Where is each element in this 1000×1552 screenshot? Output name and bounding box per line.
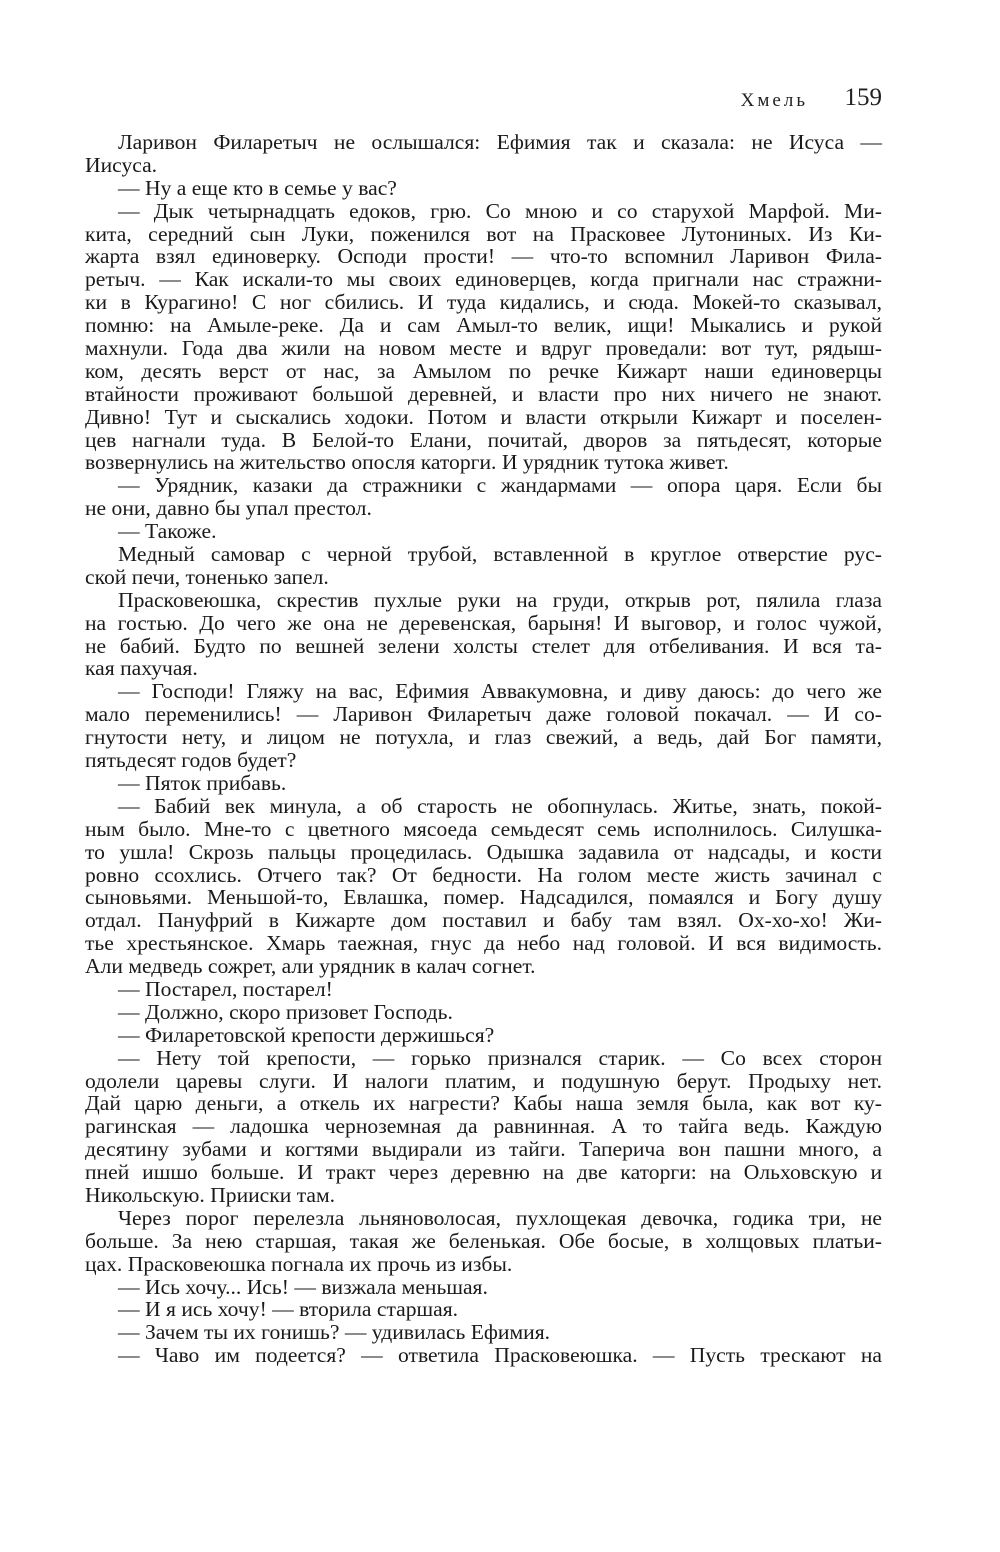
- text-line: — И я ись хочу! — вторила старшая.: [118, 1297, 459, 1322]
- text-line: возвернулись на жительство опосля каторги. И урядник тутока живет.: [85, 450, 729, 475]
- text-line: тье хрестьянское. Хмарь таежная, гнус да небо над головой. И вся видимость.: [85, 931, 882, 956]
- text-line: гнутости нету, и лицом не потухла, и глаз свежий, а ведь, дай Бог памяти,: [85, 725, 882, 750]
- text-line: Ларивон Филаретыч не ослышался: Ефимия так и сказала: не Исуса —: [118, 130, 882, 154]
- text-line: Медный самовар с черной трубой, вставленной в круглое отверстие рус-: [118, 542, 882, 567]
- text-line: — Должно, скоро призовет Господь.: [118, 999, 453, 1024]
- text-line: ретыч. — Как искали-то мы своих единоверцев, когда пригнали нас стражни-: [85, 267, 882, 292]
- text-line: сыновьями. Меньшой-то, Евлашка, помер. Надсадился, помаялся и Богу душу: [85, 885, 882, 910]
- body-text: [85, 131, 882, 1367]
- text-line: Али медведь сожрет, али урядник в калач согнет.: [85, 954, 536, 979]
- text-line: цев нагнали туда. В Белой-то Елани, почитай, дворов за пятьдесят, которые: [85, 427, 882, 452]
- text-line: отдал. Пануфрий в Кижарте дом поставил и бабу там взял. Ох-хо-хо! Жи-: [85, 908, 882, 933]
- running-title: Хмель: [740, 90, 808, 111]
- text-line: Дивно! Тут и сыскались ходоки. Потом и власти открыли Кижарт и поселен-: [85, 404, 882, 429]
- text-line: ным было. Мне-то с цветного мясоеда семьдесят семь исполнилось. Силушка-: [85, 816, 882, 841]
- text-line: — Зачем ты их гонишь? — удивилась Ефимия.: [118, 1320, 551, 1345]
- text-line: — Чаво им подеется? — ответила Прасковеюшка. — Пусть трескают на: [118, 1343, 882, 1368]
- text-line: ровно ссохлись. Отчего так? От бедности. На голом месте жисть зачинал с: [85, 862, 882, 887]
- text-line: — Ись хочу... Ись! — визжала меньшая.: [118, 1274, 488, 1299]
- text-line: пней ишшо больше. И тракт через деревню на две каторги: на Ольховскую и: [85, 1160, 882, 1185]
- text-line: — Урядник, казаки да стражники с жандармами — опора царя. Если бы: [118, 473, 882, 498]
- text-line: на гостью. До чего же она не деревенская, барыня! И выговор, и голос чужой,: [85, 610, 882, 635]
- text-line: больше. За нею старшая, такая же беленькая. Обе босые, в холщовых платьи-: [85, 1228, 882, 1253]
- page-header: [0, 84, 1000, 114]
- text-line: ки в Курагино! С ног сбились. И туда кидались, и сюда. Мокей-то сказывал,: [85, 290, 882, 315]
- text-line: — Господи! Гляжу на вас, Ефимия Аввакумовна, и диву даюсь: до чего же: [118, 679, 882, 704]
- text-line: жарта взял единоверку. Осподи прости! — что-то вспомнил Ларивон Фила-: [85, 244, 882, 269]
- text-line: помню: на Амыле-реке. Да и сам Амыл-то велик, ищи! Мыкались и рукой: [85, 313, 882, 338]
- text-line: кая пахучая.: [85, 656, 198, 681]
- text-line: цах. Прасковеюшка погнала их прочь из избы.: [85, 1251, 513, 1276]
- text-line: махнули. Года два жили на новом месте и вдруг проведали: вот тут, рядыш-: [85, 336, 882, 361]
- text-line: — Филаретовской крепости держишься?: [118, 1022, 495, 1047]
- text-line: — Постарел, постарел!: [118, 976, 333, 1001]
- page-number: 159: [844, 84, 882, 111]
- text-line: — Ну а еще кто в семье у вас?: [118, 175, 397, 200]
- text-line: Иисуса.: [85, 152, 158, 177]
- text-line: Прасковеюшка, скрестив пухлые руки на груди, открыв рот, пялила глаза: [118, 587, 882, 612]
- text-line: — Такоже.: [118, 519, 217, 544]
- text-line: пятьдесят годов будет?: [85, 748, 297, 773]
- text-line: Дай царю деньги, а откель их нагрести? Кабы наша земля была, как вот ку-: [85, 1091, 882, 1116]
- text-line: втайности проживают большой деревней, и власти про них ничего не знают.: [85, 381, 882, 406]
- text-line: Никольскую. Прииски там.: [85, 1182, 336, 1207]
- text-line: не бабий. Будто по вешней зелени холсты стелет для отбеливания. И вся та-: [85, 633, 882, 658]
- text-line: то ушла! Скрозь пальцы процедилась. Одышка задавила от надсады, и кости: [85, 839, 882, 864]
- text-line: — Нету той крепости, — горько признался старик. — Со всех сторон: [118, 1045, 882, 1070]
- text-line: — Дык четырнадцать едоков, грю. Со мною и со старухой Марфой. Ми-: [118, 198, 882, 223]
- text-line: ком, десять верст от нас, за Амылом по речке Кижарт наши единоверцы: [85, 358, 882, 383]
- text-line: Через порог перелезла льняноволосая, пухлощекая девочка, годика три, не: [118, 1205, 882, 1230]
- text-line: десятину зубами и когтями выдирали из тайги. Таперича вон пашни много, а: [85, 1137, 882, 1162]
- text-line: одолели царевы слуги. И налоги платим, и подушную берут. Продыху нет.: [85, 1068, 882, 1093]
- text-line: — Пяток прибавь.: [118, 770, 287, 795]
- text-line: не они, давно бы упал престол.: [85, 496, 372, 521]
- text-line: мало переменились! — Ларивон Филаретыч даже головой покачал. — И со-: [85, 702, 882, 727]
- text-line: рагинская — ладошка черноземная да равнинная. А то тайга ведь. Каждую: [85, 1114, 882, 1139]
- text-line: — Бабий век минула, а об старость не обопнулась. Житье, знать, покой-: [118, 793, 882, 818]
- text-line: кита, середний сын Луки, поженился вот на Прасковее Лутониных. Из Ки-: [85, 221, 882, 246]
- text-line: ской печи, тоненько запел.: [85, 564, 329, 589]
